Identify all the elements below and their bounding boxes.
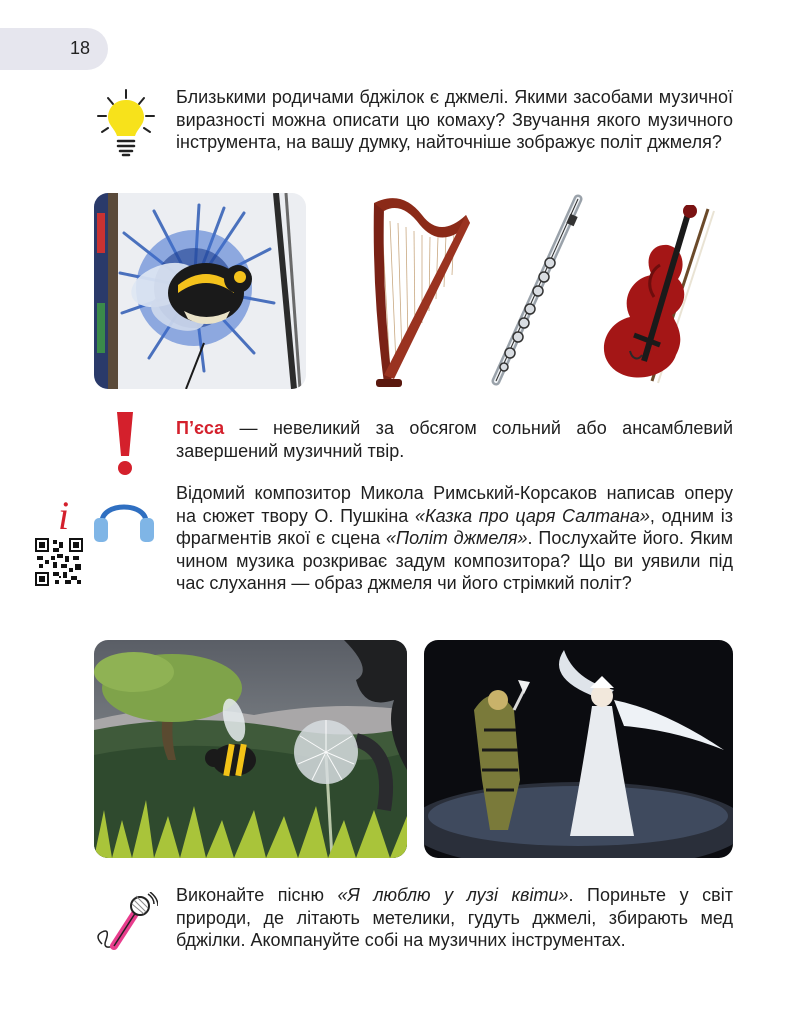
microphone-icon — [92, 892, 158, 957]
qr-code[interactable] — [35, 538, 83, 591]
definition-text: — невеликий за обсягом сольний або ансамблевий завершений музичний твір. — [176, 418, 733, 461]
intro-text: Близькими родичами бджілок є джмелі. Якими засобами музичної виразності можна описати цю комаху? Звучання якого музичного інструмента, на вашу думку, найточніше зображує політ джмеля? — [176, 87, 733, 152]
cartoon-bumblebee-image — [94, 640, 407, 858]
violin-image — [590, 205, 722, 387]
exclamation-icon — [114, 410, 136, 481]
page-number-tab — [0, 28, 108, 70]
work-title: «Казка про царя Салтана» — [414, 505, 650, 526]
scene-title: «Політ джмеля» — [386, 528, 528, 548]
singing-paragraph — [176, 884, 733, 952]
intro-paragraph — [176, 86, 733, 154]
song-title: «Я люблю у лузі квіти» — [337, 885, 569, 905]
headphones-icon — [92, 494, 156, 551]
singing-text-2: . Пориньте у світ природи, де літають метелики, гудуть джмелі, збирають мед бджілки. Акомпануйте собі на музичних інструментах. — [176, 885, 733, 950]
opera-stage-image — [424, 640, 733, 858]
definition-term: П’єса — [176, 418, 225, 438]
flute-image — [484, 193, 586, 390]
page-number: 18 — [70, 38, 91, 58]
listening-paragraph — [176, 482, 733, 595]
bumblebee-painting-image — [94, 193, 306, 389]
listening-text-2: , одним із фрагментів якої є сцена — [176, 505, 733, 548]
listening-text-1: Відомий композитор Микола Римський-Корсаков написав оперу на сюжет твору О. Пушкіна — [176, 483, 733, 526]
definition-paragraph — [176, 417, 733, 462]
listening-text-3: . Послухайте його. Яким чином музика розкриває задум композитора? Що ви уявили під час слухання — образ джмеля чи його стрімкий політ? — [176, 528, 734, 593]
singing-text-1: Виконайте пісню — [176, 885, 338, 905]
harp-image — [362, 193, 474, 390]
info-icon: i — [58, 493, 70, 538]
lightbulb-icon — [96, 86, 156, 165]
